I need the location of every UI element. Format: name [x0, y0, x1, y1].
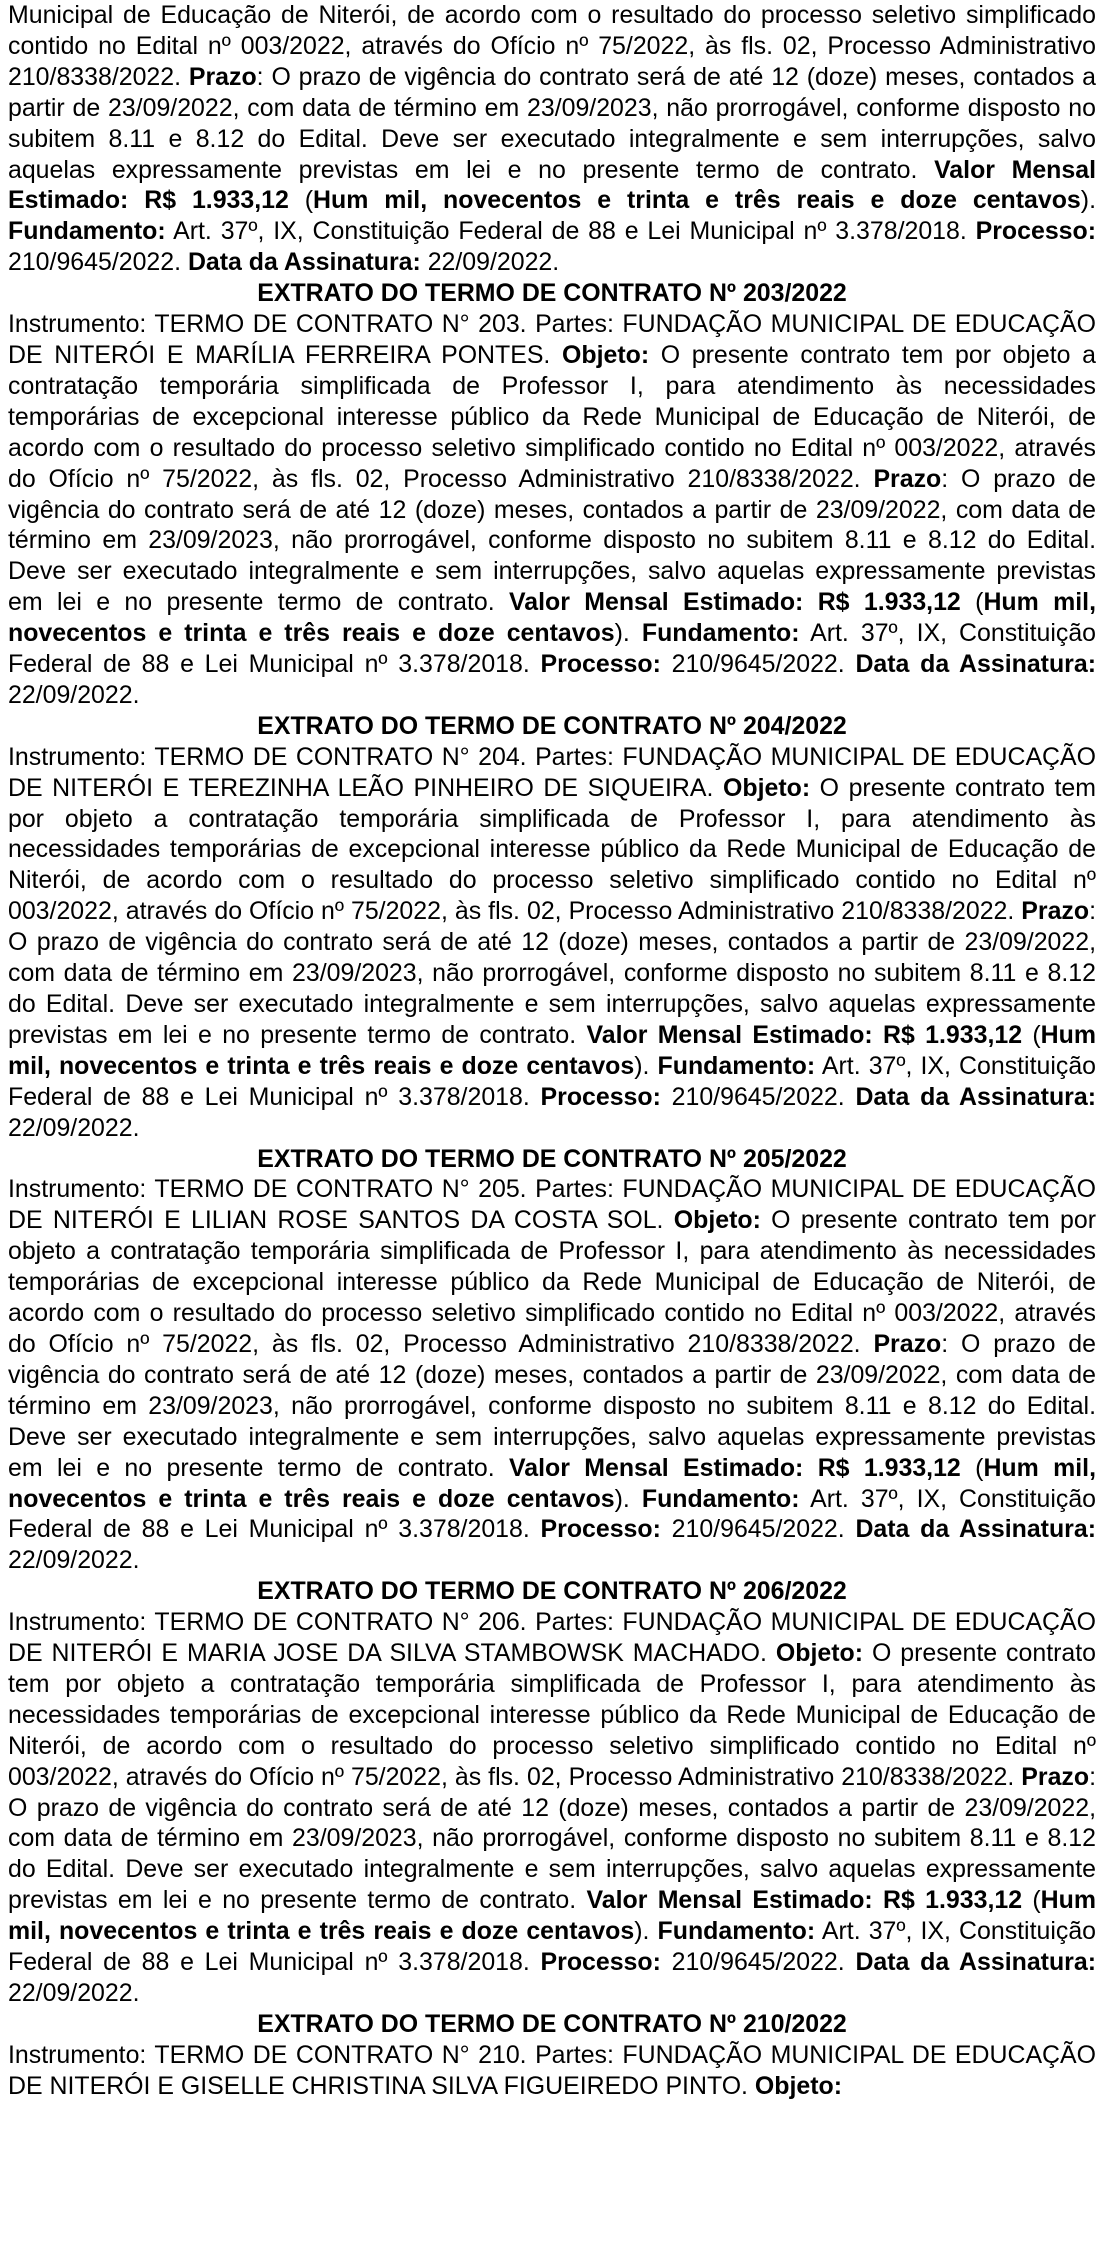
- objeto-label: Objeto:: [673, 1206, 761, 1235]
- prazo-text: : O prazo de vigência do contrato será de até 12 (doze) meses, contados a partir de 23/09/2022, com data de término em 23/09/2023, não prorrogável, conforme disposto no subitem 8.11 e 8.12 do Edital. Deve ser executado integralmente e sem interrupções, salvo aquelas expressamente previstas em lei e no presente termo de contrato.: [8, 897, 1096, 1049]
- fundamento-label: Fundamento:: [657, 1917, 816, 1946]
- objeto-text: O presente contrato tem por objeto a contratação temporária simplificada de Professor I, para atendimento às necessidades temporárias de excepcional interesse público da Rede Municipal de Educação de Niterói, de acordo com o resultado do processo seletivo simplificado contido no Edital nº 003/2022, através do Ofício nº 75/2022, às fls. 02, Processo Administrativo 210/8338/2022.: [8, 1206, 1096, 1358]
- prazo-text: : O prazo de vigência do contrato será de até 12 (doze) meses, contados a partir de 23/09/2022, com data de término em 23/09/2023, não prorrogável, conforme disposto no subitem 8.11 e 8.12 do Edital. Deve ser executado integralmente e sem interrupções, salvo aquelas expressamente previstas em lei e no presente termo de contrato.: [8, 1762, 1096, 1915]
- instrumento-text: Instrumento: TERMO DE CONTRATO N° 205. Partes: FUNDAÇÃO MUNICIPAL DE EDUCAÇÃO DE NITERÓI E LILIAN ROSE SANTOS DA COSTA SOL.: [8, 1175, 1096, 1235]
- processo-text: 210/9645/2022.: [660, 1948, 856, 1977]
- valor-words: Hum mil, novecentos e trinta e três reais e doze centavos: [313, 186, 1081, 215]
- valor-words: Hum mil, novecentos e trinta e três reais e doze centavos: [8, 1886, 1096, 1946]
- processo-label: Processo:: [540, 650, 661, 679]
- valor-label: Valor Mensal Estimado: R$ 1.933,12: [509, 1453, 961, 1482]
- valor-label: Valor Mensal Estimado: R$ 1.933,12: [509, 588, 961, 617]
- processo-label: Processo:: [540, 1948, 661, 1977]
- prazo-text: : O prazo de vigência do contrato será de até 12 (doze) meses, contados a partir de 23/09/2022, com data de término em 23/09/2023, não prorrogável, conforme disposto no subitem 8.11 e 8.12 do Edital. Deve ser executado integralmente e sem interrupções, salvo aquelas expressamente previstas em lei e no presente termo de contrato.: [8, 1329, 1096, 1482]
- prazo-label: Prazo: [873, 464, 942, 493]
- instrumento-text: Instrumento: TERMO DE CONTRATO N° 206. Partes: FUNDAÇÃO MUNICIPAL DE EDUCAÇÃO DE NITERÓI E MARIA JOSE DA SILVA STAMBOWSK MACHADO.: [8, 1608, 1096, 1668]
- valor-words: Hum mil, novecentos e trinta e três reais e doze centavos: [8, 1020, 1096, 1080]
- objeto-label: Objeto:: [562, 340, 650, 369]
- objeto-text: O presente contrato tem por objeto a contratação temporária simplificada de Professor I, para atendimento às necessidades temporárias de excepcional interesse público da Rede Municipal de Educação de Niterói, de acordo com o resultado do processo seletivo simplificado contido no Edital nº 003/2022, através do Ofício nº 75/2022, às fls. 02, Processo Administrativo 210/8338/2022.: [8, 1639, 1096, 1791]
- objeto-text: O presente contrato tem por objeto a contratação temporária simplificada de Professor I, para atendimento às necessidades temporárias de excepcional interesse público da Rede Municipal de Educação de Niterói, de acordo com o resultado do processo seletivo simplificado contido no Edital nº 003/2022, através do Ofício nº 75/2022, às fls. 02, Processo Administrativo 210/8338/2022.: [8, 773, 1096, 926]
- data-assinatura-label: Data da Assinatura:: [855, 1948, 1096, 1977]
- valor-label: Valor Mensal Estimado: R$ 1.933,12: [8, 155, 1096, 215]
- prazo-label: Prazo: [188, 62, 257, 91]
- prazo-label: Prazo: [1021, 897, 1090, 926]
- data-assinatura-label: Data da Assinatura:: [855, 650, 1096, 679]
- instrumento-text: Instrumento: TERMO DE CONTRATO N° 203. Partes: FUNDAÇÃO MUNICIPAL DE EDUCAÇÃO DE NITERÓI E MARÍLIA FERREIRA PONTES.: [8, 310, 1096, 369]
- objeto-text: O presente contrato tem por objeto a contratação temporária simplificada de Professor I, para atendimento às necessidades temporárias de excepcional interesse público da Rede Municipal de Educação de Niterói, de acordo com o resultado do processo seletivo simplificado contido no Edital nº 003/2022, através do Ofício nº 75/2022, às fls. 02, Processo Administrativo 210/8338/2022.: [8, 340, 1096, 493]
- extract-body-204: Instrumento: TERMO DE CONTRATO N° 204. Partes: FUNDAÇÃO MUNICIPAL DE EDUCAÇÃO DE NITERÓI E TEREZINHA LEÃO PINHEIRO DE SIQUEIRA. Objeto: O presente contrato tem por objeto a contratação temporária simplificada de Professor I, para atendimento às necessidades temporárias de excepcional interesse público da Rede Municipal de Educação de Niterói, de acordo com o resultado do processo seletivo simplificado contido no Edital nº 003/2022, através do Ofício nº 75/2022, às fls. 02, Processo Administrativo 210/8338/2022. Prazo: O prazo de vigência do contrato será de até 12 (doze) meses, contados a partir de 23/09/2022, com data de término em 23/09/2023, não prorrogável, conforme disposto no subitem 8.11 e 8.12 do Edital. Deve ser executado integralmente e sem interrupções, salvo aquelas expressamente previstas em lei e no presente termo de contrato. Valor Mensal Estimado: R$ 1.933,12 (Hum mil, novecentos e trinta e três reais e doze centavos). Fundamento: Art. 37º, IX, Constituição Federal de 88 e Lei Municipal nº 3.378/2018. Processo: 210/9645/2022. Data da Assinatura: 22/09/2022.: [8, 742, 1097, 1142]
- valor-label: Valor Mensal Estimado: R$ 1.933,12: [586, 1020, 1023, 1049]
- fundamento-label: Fundamento:: [657, 1051, 816, 1080]
- extract-heading-203: EXTRATO DO TERMO DE CONTRATO Nº 203/2022: [257, 279, 847, 308]
- extract-body-206: Instrumento: TERMO DE CONTRATO N° 206. Partes: FUNDAÇÃO MUNICIPAL DE EDUCAÇÃO DE NITERÓI E MARIA JOSE DA SILVA STAMBOWSK MACHADO. Objeto: O presente contrato tem por objeto a contratação temporária simplificada de Professor I, para atendimento às necessidades temporárias de excepcional interesse público da Rede Municipal de Educação de Niterói, de acordo com o resultado do processo seletivo simplificado contido no Edital nº 003/2022, através do Ofício nº 75/2022, às fls. 02, Processo Administrativo 210/8338/2022. Prazo: O prazo de vigência do contrato será de até 12 (doze) meses, contados a partir de 23/09/2022, com data de término em 23/09/2023, não prorrogável, conforme disposto no subitem 8.11 e 8.12 do Edital. Deve ser executado integralmente e sem interrupções, salvo aquelas expressamente previstas em lei e no presente termo de contrato. Valor Mensal Estimado: R$ 1.933,12 (Hum mil, novecentos e trinta e três reais e doze centavos). Fundamento: Art. 37º, IX, Constituição Federal de 88 e Lei Municipal nº 3.378/2018. Processo: 210/9645/2022. Data da Assinatura: 22/09/2022.: [8, 1608, 1097, 2007]
- extract-heading-204: EXTRATO DO TERMO DE CONTRATO Nº 204/2022: [257, 711, 847, 740]
- data-assinatura-label: Data da Assinatura:: [855, 1515, 1096, 1544]
- data-assinatura-label: Data da Assinatura:: [187, 248, 421, 277]
- opening-text: Municipal de Educação de Niterói, de acordo com o resultado do processo seletivo simplificado contido no Edital nº 003/2022, através do Ofício nº 75/2022, às fls. 02, Processo Administrativo 210/8338/2022.: [8, 1, 1096, 91]
- instrumento-text: Instrumento: TERMO DE CONTRATO N° 204. Partes: FUNDAÇÃO MUNICIPAL DE EDUCAÇÃO DE NITERÓI E TEREZINHA LEÃO PINHEIRO DE SIQUEIRA.: [8, 742, 1096, 802]
- processo-label: Processo:: [540, 1515, 661, 1544]
- data-assinatura-label: Data da Assinatura:: [855, 1082, 1096, 1111]
- processo-text: 210/9645/2022.: [660, 650, 856, 679]
- data-assinatura-text: 22/09/2022.: [8, 680, 140, 709]
- processo-label: Processo:: [540, 1082, 661, 1111]
- instrumento-text: Instrumento: TERMO DE CONTRATO N° 210. Partes: FUNDAÇÃO MUNICIPAL DE EDUCAÇÃO DE NITERÓI E GISELLE CHRISTINA SILVA FIGUEIREDO PINTO.: [8, 2040, 1096, 2100]
- fundamento-text: Art. 37º, IX, Constituição Federal de 88 e Lei Municipal nº 3.378/2018.: [8, 1051, 1097, 1111]
- valor-words: Hum mil, novecentos e trinta e três reais e doze centavos: [8, 588, 1097, 648]
- fundamento-text: Art. 37º, IX, Constituição Federal de 88 e Lei Municipal nº 3.378/2018.: [165, 217, 976, 246]
- prazo-text: : O prazo de vigência do contrato será de até 12 (doze) meses, contados a partir de 23/09/2022, com data de término em 23/09/2023, não prorrogável, conforme disposto no subitem 8.11 e 8.12 do Edital. Deve ser executado integralmente e sem interrupções, salvo aquelas expressamente previstas em lei e no presente termo de contrato.: [8, 464, 1096, 617]
- processo-label: Processo:: [975, 217, 1096, 246]
- processo-text: 210/9645/2022.: [8, 248, 188, 277]
- prazo-text: : O prazo de vigência do contrato será de até 12 (doze) meses, contados a partir de 23/09/2022, com data de término em 23/09/2023, não prorrogável, conforme disposto no subitem 8.11 e 8.12 do Edital. Deve ser executado integralmente e sem interrupções, salvo aquelas expressamente previstas em lei e no presente termo de contrato.: [8, 62, 1096, 184]
- extract-heading-206: EXTRATO DO TERMO DE CONTRATO Nº 206/2022: [257, 1577, 847, 1606]
- data-assinatura-text: 22/09/2022.: [8, 1113, 140, 1142]
- fundamento-text: Art. 37º, IX, Constituição Federal de 88 e Lei Municipal nº 3.378/2018.: [8, 1484, 1096, 1544]
- objeto-label: Objeto:: [754, 2071, 842, 2100]
- data-assinatura-text: 22/09/2022.: [8, 1546, 140, 1575]
- processo-text: 210/9645/2022.: [660, 1082, 856, 1111]
- fundamento-label: Fundamento:: [641, 619, 800, 648]
- fundamento-text: Art. 37º, IX, Constituição Federal de 88 e Lei Municipal nº 3.378/2018.: [8, 1917, 1097, 1977]
- extract-body-205: Instrumento: TERMO DE CONTRATO N° 205. Partes: FUNDAÇÃO MUNICIPAL DE EDUCAÇÃO DE NITERÓI E LILIAN ROSE SANTOS DA COSTA SOL. Objeto: O presente contrato tem por objeto a contratação temporária simplificada de Professor I, para atendimento às necessidades temporárias de excepcional interesse público da Rede Municipal de Educação de Niterói, de acordo com o resultado do processo seletivo simplificado contido no Edital nº 003/2022, através do Ofício nº 75/2022, às fls. 02, Processo Administrativo 210/8338/2022. Prazo: O prazo de vigência do contrato será de até 12 (doze) meses, contados a partir de 23/09/2022, com data de término em 23/09/2023, não prorrogável, conforme disposto no subitem 8.11 e 8.12 do Edital. Deve ser executado integralmente e sem interrupções, salvo aquelas expressamente previstas em lei e no presente termo de contrato. Valor Mensal Estimado: R$ 1.933,12 (Hum mil, novecentos e trinta e três reais e doze centavos). Fundamento: Art. 37º, IX, Constituição Federal de 88 e Lei Municipal nº 3.378/2018. Processo: 210/9645/2022. Data da Assinatura: 22/09/2022.: [8, 1175, 1097, 1575]
- valor-words: Hum mil, novecentos e trinta e três reais e doze centavos: [8, 1453, 1097, 1513]
- valor-label: Valor Mensal Estimado: R$ 1.933,12: [586, 1886, 1023, 1915]
- objeto-label: Objeto:: [723, 773, 811, 802]
- data-assinatura-text: 22/09/2022.: [420, 248, 560, 277]
- prazo-label: Prazo: [873, 1329, 942, 1358]
- fundamento-text: Art. 37º, IX, Constituição Federal de 88 e Lei Municipal nº 3.378/2018.: [8, 619, 1096, 679]
- prazo-label: Prazo: [1021, 1762, 1090, 1791]
- extract-body-210: [8, 2040, 1096, 2102]
- opening-paragraph: Municipal de Educação de Niterói, de acordo com o resultado do processo seletivo simplificado contido no Edital nº 003/2022, através do Ofício nº 75/2022, às fls. 02, Processo Administrativo 210/8338/2022. Prazo: O prazo de vigência do contrato será de até 12 (doze) meses, contados a partir de 23/09/2022, com data de término em 23/09/2023, não prorrogável, conforme disposto no subitem 8.11 e 8.12 do Edital. Deve ser executado integralmente e sem interrupções, salvo aquelas expressamente previstas em lei e no presente termo de contrato. Valor Mensal Estimado: R$ 1.933,12 (Hum mil, novecentos e trinta e três reais e doze centavos). Fundamento: Art. 37º, IX, Constituição Federal de 88 e Lei Municipal nº 3.378/2018. Processo: 210/9645/2022. Data da Assinatura: 22/09/2022.: [8, 1, 1096, 277]
- objeto-label: Objeto:: [775, 1639, 863, 1668]
- data-assinatura-text: 22/09/2022.: [8, 1979, 140, 2007]
- fundamento-label: Fundamento:: [641, 1484, 800, 1513]
- extract-body-203: Instrumento: TERMO DE CONTRATO N° 203. Partes: FUNDAÇÃO MUNICIPAL DE EDUCAÇÃO DE NITERÓI E MARÍLIA FERREIRA PONTES. Objeto: O presente contrato tem por objeto a contratação temporária simplificada de Professor I, para atendimento às necessidades temporárias de excepcional interesse público da Rede Municipal de Educação de Niterói, de acordo com o resultado do processo seletivo simplificado contido no Edital nº 003/2022, através do Ofício nº 75/2022, às fls. 02, Processo Administrativo 210/8338/2022. Prazo: O prazo de vigência do contrato será de até 12 (doze) meses, contados a partir de 23/09/2022, com data de término em 23/09/2023, não prorrogável, conforme disposto no subitem 8.11 e 8.12 do Edital. Deve ser executado integralmente e sem interrupções, salvo aquelas expressamente previstas em lei e no presente termo de contrato. Valor Mensal Estimado: R$ 1.933,12 (Hum mil, novecentos e trinta e três reais e doze centavos). Fundamento: Art. 37º, IX, Constituição Federal de 88 e Lei Municipal nº 3.378/2018. Processo: 210/9645/2022. Data da Assinatura: 22/09/2022.: [8, 310, 1097, 709]
- extract-heading-210: EXTRATO DO TERMO DE CONTRATO Nº 210/2022: [257, 2009, 847, 2038]
- processo-text: 210/9645/2022.: [660, 1515, 856, 1544]
- extract-heading-205: EXTRATO DO TERMO DE CONTRATO Nº 205/2022: [257, 1144, 847, 1173]
- fundamento-label: Fundamento:: [8, 217, 166, 246]
